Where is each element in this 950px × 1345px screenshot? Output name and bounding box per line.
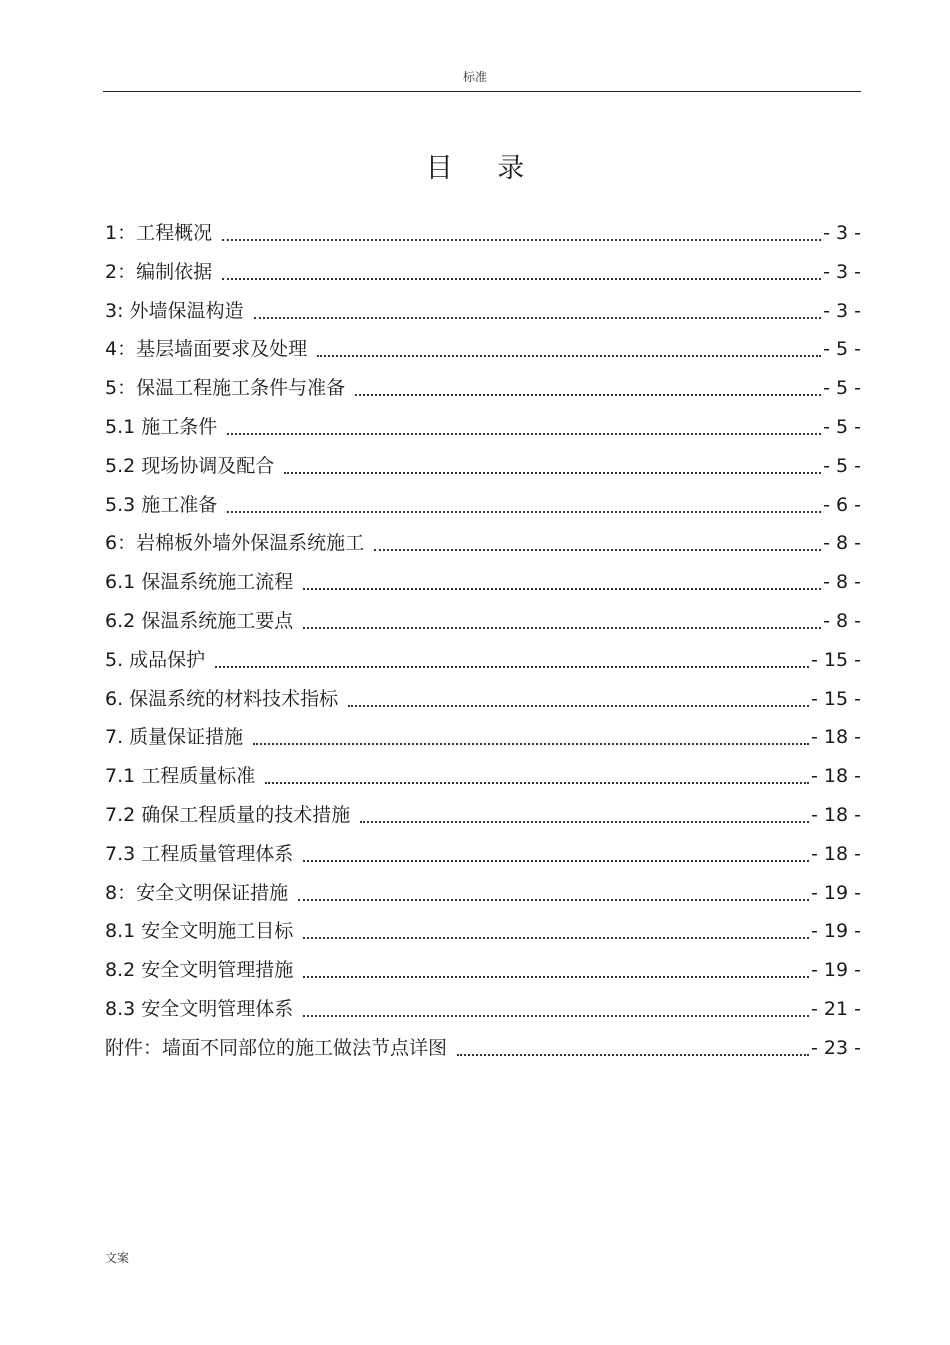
toc-entry-label: 7.1 工程质量标准 bbox=[105, 765, 256, 788]
toc-entry-page: - 3 - bbox=[823, 222, 861, 244]
toc-entry-page: - 5 - bbox=[823, 377, 861, 400]
toc-entry[interactable] bbox=[105, 607, 861, 646]
header-divider bbox=[103, 91, 861, 92]
toc-dot-leader bbox=[215, 646, 809, 674]
toc-dot-leader bbox=[303, 607, 821, 635]
toc-entry-label: 5.1 施工条件 bbox=[105, 415, 218, 438]
toc-entry-page: - 8 - bbox=[823, 532, 861, 555]
toc-entry-page: - 8 - bbox=[823, 571, 861, 594]
toc-entry-page: - 5 - bbox=[823, 338, 861, 361]
toc-entry-page: - 23 - bbox=[811, 1036, 861, 1059]
toc-dot-leader bbox=[303, 995, 809, 1023]
toc-entry-label: 8.1 安全文明施工目标 bbox=[105, 920, 294, 943]
toc-dot-leader bbox=[265, 762, 809, 790]
toc-entry[interactable] bbox=[105, 297, 861, 336]
toc-entry[interactable] bbox=[105, 568, 861, 607]
toc-dot-leader bbox=[303, 956, 809, 984]
toc-entry[interactable] bbox=[105, 801, 861, 840]
toc-entry[interactable] bbox=[105, 879, 861, 918]
toc-entry-label: 6. 保温系统的材料技术指标 bbox=[105, 687, 339, 710]
toc-entry-label: 7.3 工程质量管理体系 bbox=[105, 842, 294, 865]
toc-dot-leader bbox=[227, 491, 821, 519]
page-footer: 文案 bbox=[105, 1251, 130, 1265]
toc-entry-label: 5：保温工程施工条件与准备 bbox=[105, 377, 346, 400]
toc-dot-leader bbox=[355, 374, 821, 402]
toc-dot-leader bbox=[360, 801, 809, 829]
toc-entry[interactable] bbox=[105, 219, 861, 258]
toc-entry[interactable] bbox=[105, 723, 861, 762]
toc-entry-page: - 18 - bbox=[811, 765, 861, 788]
toc-entry-page: - 15 - bbox=[811, 687, 861, 710]
toc-entry-label: 附件：墙面不同部位的施工做法节点详图 bbox=[105, 1036, 448, 1059]
toc-entry[interactable] bbox=[105, 258, 861, 297]
toc-dot-leader bbox=[374, 529, 821, 557]
toc-entry[interactable] bbox=[105, 374, 861, 413]
toc-dot-leader bbox=[303, 568, 821, 596]
toc-entry-page: - 3 - bbox=[823, 260, 861, 283]
toc-entry-page: - 6 - bbox=[823, 493, 861, 516]
page-title: 目 录 bbox=[425, 153, 543, 184]
toc-dot-leader bbox=[284, 452, 821, 480]
table-of-contents bbox=[105, 219, 861, 1073]
toc-dot-leader bbox=[222, 258, 821, 286]
toc-entry[interactable] bbox=[105, 335, 861, 374]
toc-entry-page: - 19 - bbox=[811, 920, 861, 943]
page-header: 标准 bbox=[462, 70, 487, 84]
toc-dot-leader bbox=[298, 879, 809, 907]
toc-entry-label: 6：岩棉板外墙外保温系统施工 bbox=[105, 532, 365, 555]
toc-dot-leader bbox=[303, 840, 809, 868]
toc-entry-label: 8.3 安全文明管理体系 bbox=[105, 997, 294, 1020]
toc-dot-leader bbox=[303, 917, 809, 945]
toc-dot-leader bbox=[254, 297, 822, 325]
toc-entry-label: 7. 质量保证措施 bbox=[105, 726, 244, 749]
toc-entry-label: 5.2 现场协调及配合 bbox=[105, 454, 275, 477]
toc-dot-leader bbox=[227, 413, 821, 441]
toc-entry[interactable] bbox=[105, 685, 861, 724]
toc-entry-label: 7.2 确保工程质量的技术措施 bbox=[105, 803, 351, 826]
toc-entry-label: 5. 成品保护 bbox=[105, 648, 206, 671]
toc-entry[interactable] bbox=[105, 1034, 861, 1073]
toc-entry-page: - 21 - bbox=[811, 997, 861, 1020]
toc-entry-label: 2：编制依据 bbox=[105, 260, 213, 283]
toc-entry-page: - 18 - bbox=[811, 726, 861, 749]
toc-entry-label: 8.2 安全文明管理措施 bbox=[105, 959, 294, 982]
toc-entry[interactable] bbox=[105, 646, 861, 685]
toc-entry-page: - 18 - bbox=[811, 842, 861, 865]
toc-entry-label: 4：基层墙面要求及处理 bbox=[105, 338, 308, 361]
toc-entry-page: - 5 - bbox=[823, 454, 861, 477]
toc-entry-label: 8：安全文明保证措施 bbox=[105, 881, 289, 904]
toc-entry-label: 6.2 保温系统施工要点 bbox=[105, 609, 294, 632]
toc-entry[interactable] bbox=[105, 917, 861, 956]
toc-entry[interactable] bbox=[105, 413, 861, 452]
toc-entry-page: - 19 - bbox=[811, 959, 861, 982]
toc-entry-label: 6.1 保温系统施工流程 bbox=[105, 571, 294, 594]
toc-entry[interactable] bbox=[105, 840, 861, 879]
toc-dot-leader bbox=[317, 335, 821, 363]
toc-entry[interactable] bbox=[105, 452, 861, 491]
toc-entry[interactable] bbox=[105, 995, 861, 1034]
toc-entry-page: - 18 - bbox=[811, 803, 861, 826]
toc-entry-label: 3: 外墙保温构造 bbox=[105, 299, 244, 322]
toc-entry-page: - 15 - bbox=[811, 648, 861, 671]
toc-entry-page: - 5 - bbox=[823, 415, 861, 438]
toc-entry[interactable] bbox=[105, 491, 861, 530]
toc-entry-page: - 8 - bbox=[823, 609, 861, 632]
toc-dot-leader bbox=[348, 685, 809, 713]
toc-entry-label: 1：工程概况 bbox=[105, 222, 213, 244]
toc-entry[interactable] bbox=[105, 762, 861, 801]
toc-entry[interactable] bbox=[105, 529, 861, 568]
toc-entry-page: - 19 - bbox=[811, 881, 861, 904]
toc-dot-leader bbox=[253, 723, 809, 751]
toc-entry-label: 5.3 施工准备 bbox=[105, 493, 218, 516]
toc-entry[interactable] bbox=[105, 956, 861, 995]
toc-entry-page: - 3 - bbox=[823, 299, 861, 322]
toc-dot-leader bbox=[222, 219, 821, 247]
toc-dot-leader bbox=[457, 1034, 809, 1062]
